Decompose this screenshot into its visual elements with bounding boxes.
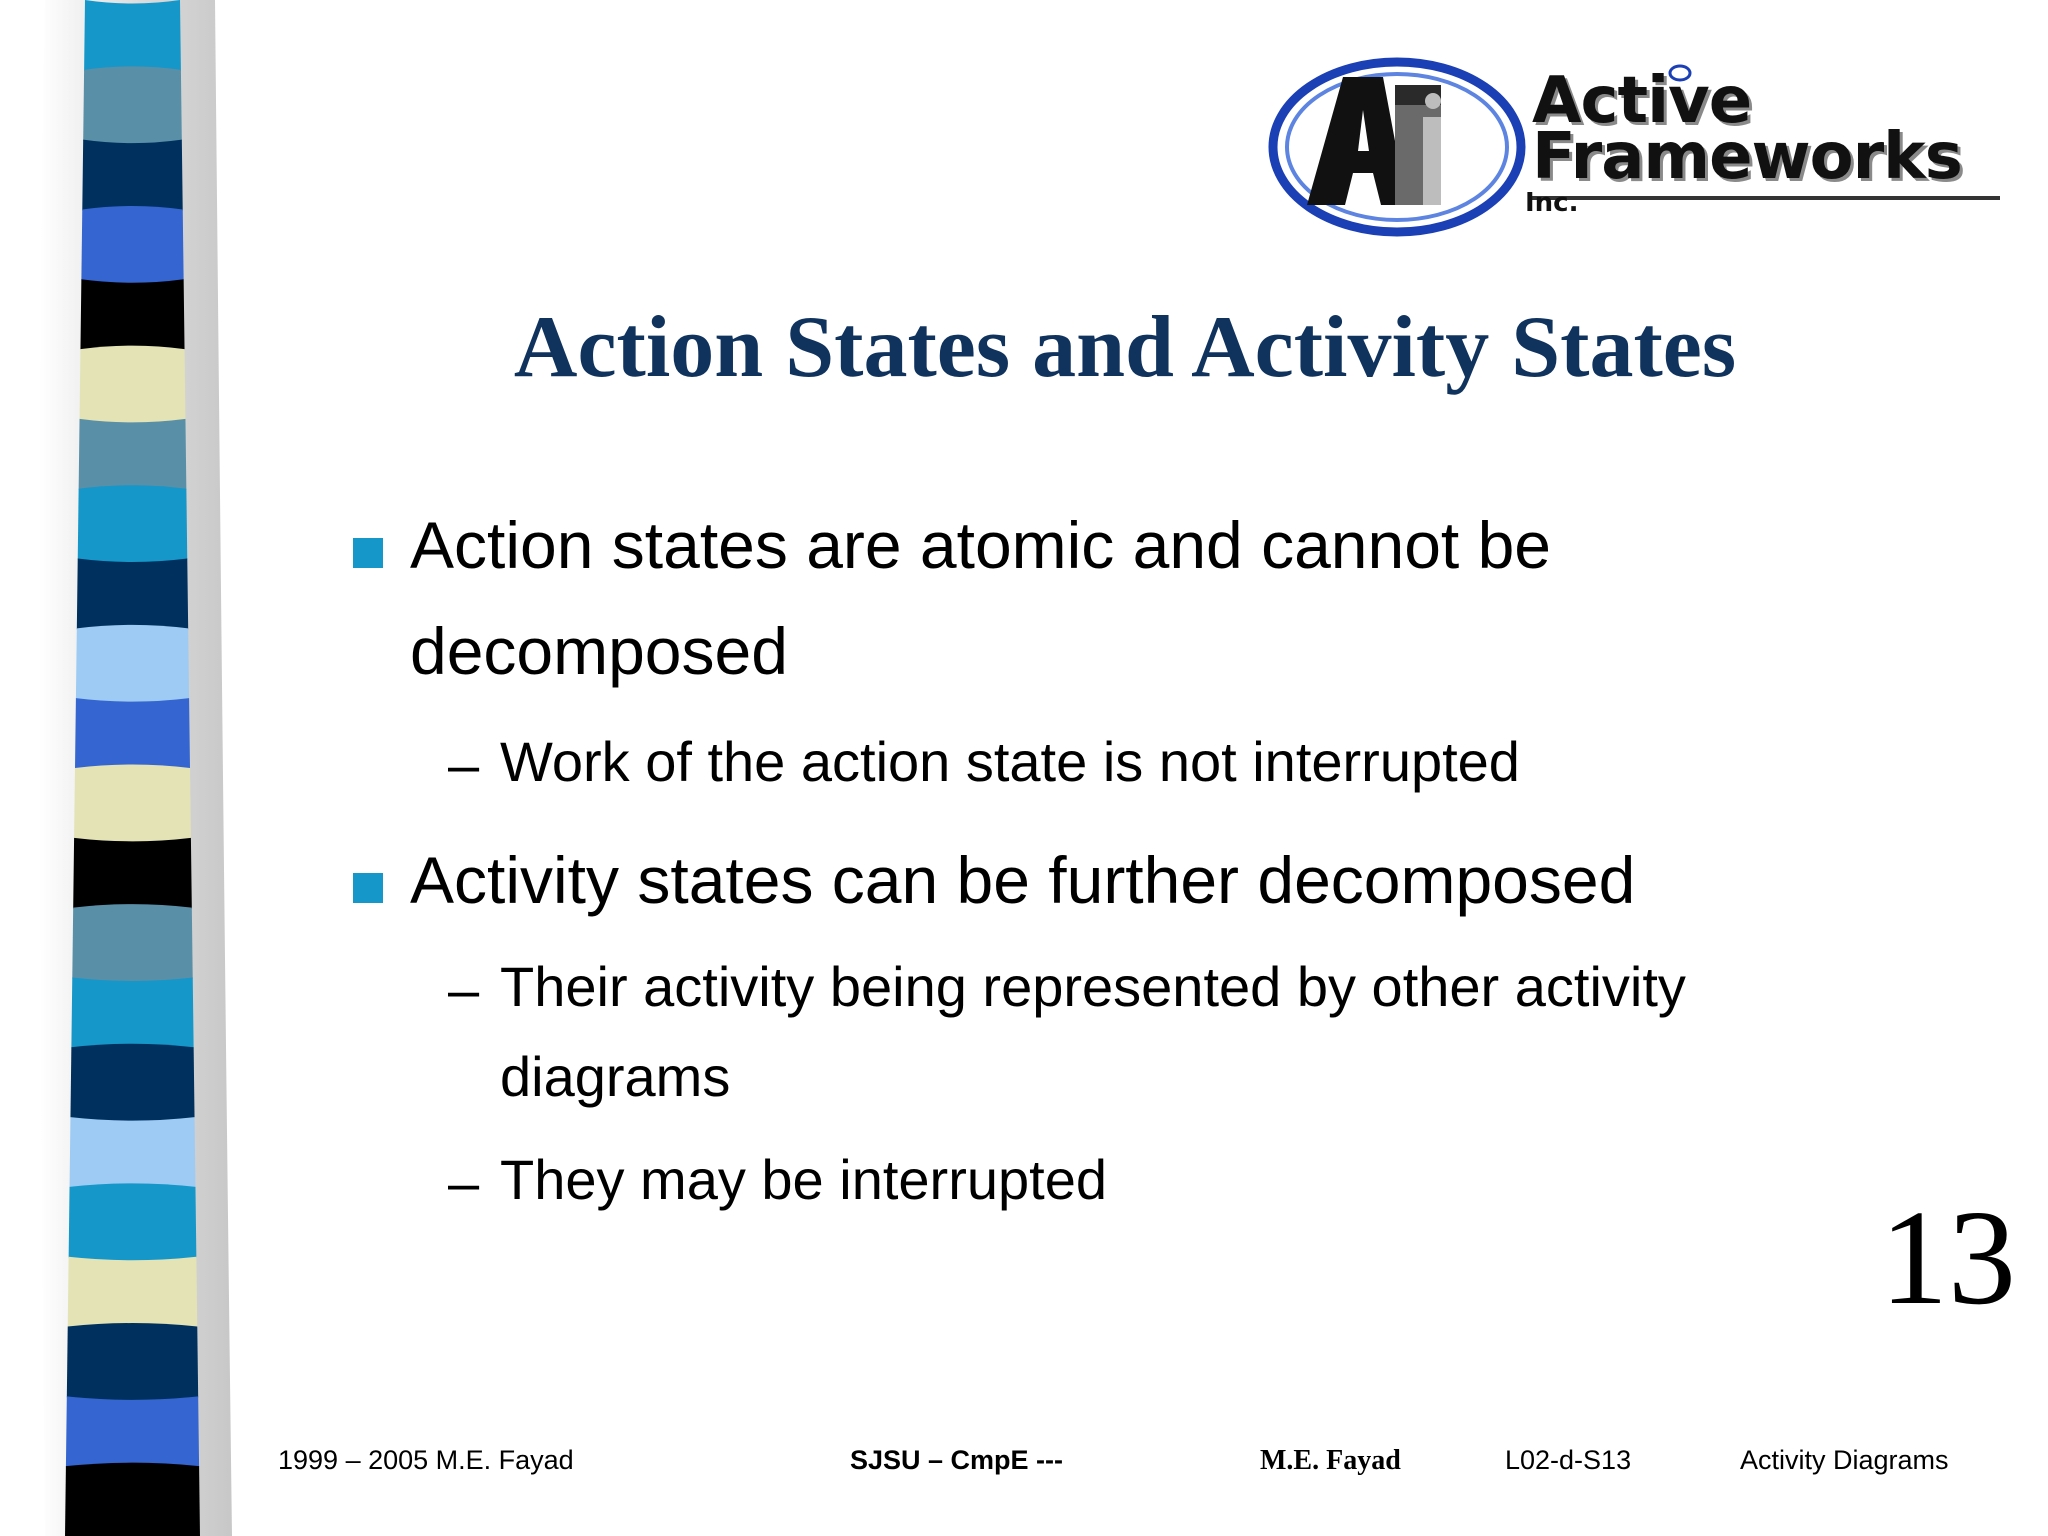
ribbon-stripe xyxy=(74,765,191,843)
ribbon-stripe xyxy=(79,419,187,490)
bullet-line: decomposed xyxy=(410,614,788,688)
ribbon-stripe xyxy=(83,66,182,144)
ribbon-stripe xyxy=(76,625,189,703)
decorative-ribbon xyxy=(0,0,235,1536)
bullet-square xyxy=(353,873,383,903)
ribbon-stripe xyxy=(70,1044,194,1122)
bullet-line: Activity states can be further decomposed xyxy=(410,843,1636,917)
logo-word-frameworks: Frameworks xyxy=(1532,120,1962,194)
logo-word-active: Active xyxy=(1532,64,1752,138)
sub-bullet-line: Work of the action state is not interrupted xyxy=(500,730,1520,793)
sub-bullet-line: They may be interrupted xyxy=(500,1148,1107,1211)
ribbon-stripe xyxy=(70,1117,196,1188)
sub-bullet-line: Their activity being represented by other activity xyxy=(500,955,1686,1018)
footer-copyright: 1999 – 2005 M.E. Fayad xyxy=(278,1445,574,1475)
ribbon-stripe xyxy=(72,904,192,982)
ribbon-stripe xyxy=(67,1323,198,1401)
logo-inc: Inc. xyxy=(1525,188,1579,218)
ribbon-stripe xyxy=(84,0,181,71)
ribbon-stripe xyxy=(80,346,186,424)
ribbon-stripe xyxy=(71,977,193,1048)
sub-bullet-text xyxy=(500,942,1820,1122)
bullet-text xyxy=(410,827,1810,933)
sub-bullet-text xyxy=(500,1135,1820,1225)
sub-bullet-dash: – xyxy=(448,1151,480,1214)
ribbon-stripes xyxy=(65,0,200,1536)
footer-slide-code: L02-d-S13 xyxy=(1505,1445,1632,1475)
ribbon-stripe xyxy=(69,1183,197,1261)
ribbon-stripe xyxy=(68,1257,198,1328)
slide-number: 13 xyxy=(1880,1183,2016,1333)
ribbon-stripe xyxy=(81,206,183,284)
ribbon-stripe xyxy=(73,838,192,909)
bullet-text xyxy=(410,492,1810,704)
footer-author: M.E. Fayad xyxy=(1260,1445,1401,1476)
slide-title: Action States and Activity States xyxy=(513,299,1737,396)
ribbon-stripe xyxy=(66,1396,199,1467)
sub-bullet-text xyxy=(500,717,1820,807)
ribbon-stripe xyxy=(77,559,188,630)
ribbon-stripe xyxy=(78,485,188,563)
sub-bullet-dash: – xyxy=(448,958,480,1021)
sub-bullet-dash: – xyxy=(448,733,480,796)
sub-bullet-line: diagrams xyxy=(500,1045,731,1108)
footer-course: SJSU – CmpE --- xyxy=(850,1445,1064,1475)
ribbon-stripe xyxy=(82,140,182,211)
ribbon-stripe xyxy=(75,698,190,769)
ribbon-stripe xyxy=(80,279,184,350)
bullet-square xyxy=(353,538,383,568)
bullet-line: Action states are atomic and cannot be xyxy=(410,508,1552,582)
footer-topic: Activity Diagrams xyxy=(1740,1445,1949,1475)
ribbon-stripe xyxy=(65,1463,200,1536)
